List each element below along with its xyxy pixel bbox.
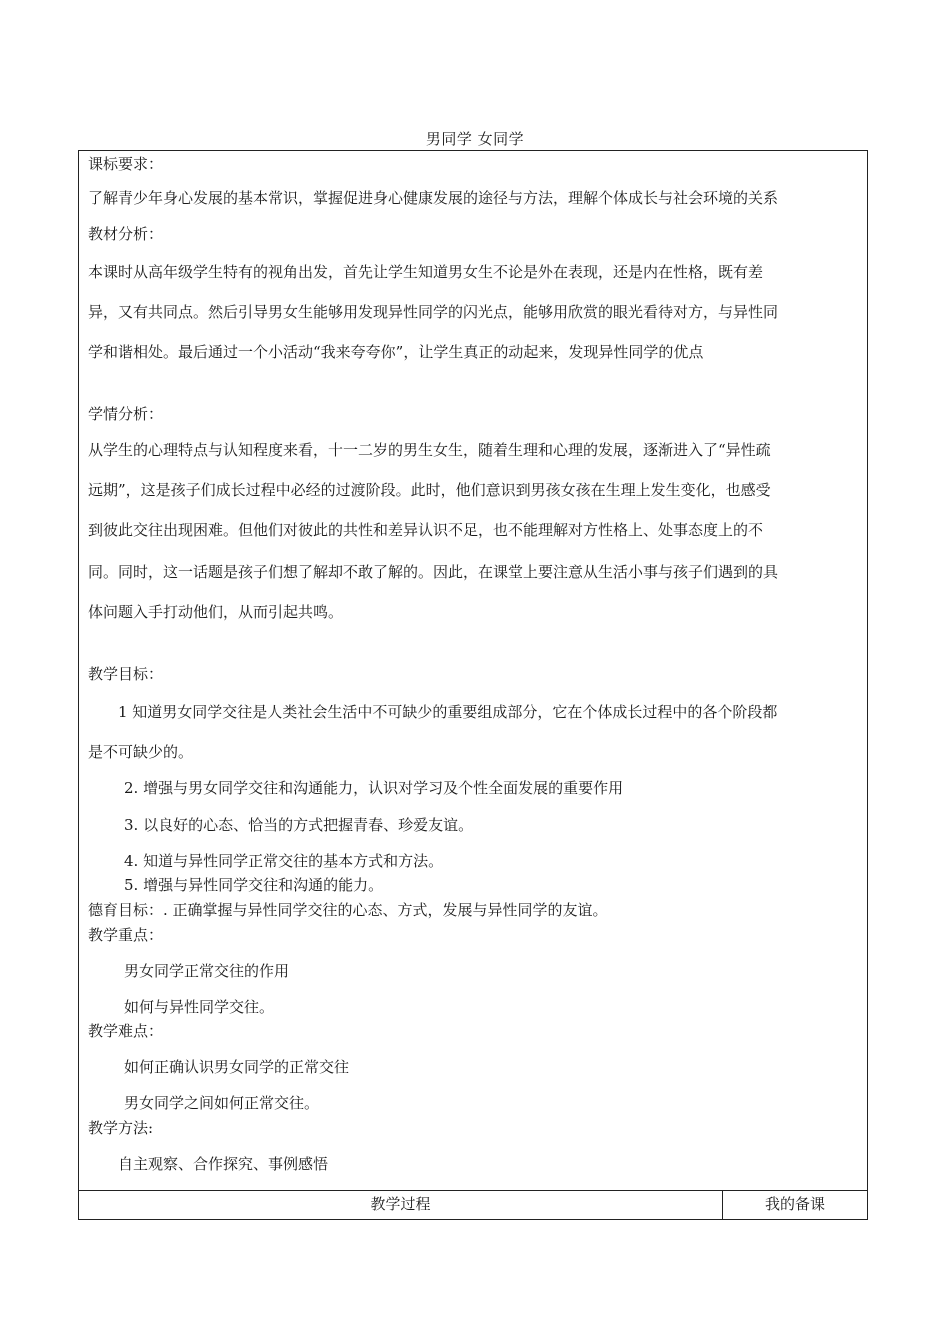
key-points-heading: 教学重点：: [88, 926, 164, 944]
notes-column-header: 我的备课: [764, 1195, 825, 1213]
key-point-item: 如何与异性同学交往。: [124, 998, 275, 1016]
difficulty-item: 如何正确认识男女同学的正常交往: [124, 1058, 350, 1076]
textbook-line: 学和谐相处。最后通过一个小活动“我来夸夸你”，让学生真正的动起来，发现异性同学的优点: [88, 343, 704, 361]
goals-heading: 教学目标：: [88, 665, 164, 683]
goal-item-1: 1 知道男女同学交往是人类社会生活中不可缺少的重要组成部分，它在个体成长过程中的各个阶段都: [118, 703, 778, 721]
curriculum-line: 了解青少年身心发展的基本常识，掌握促进身心健康发展的途径与方法，理解个体成长与社会环境的关系: [88, 189, 779, 207]
students-line: 体问题入手打动他们，从而引起共鸣。: [88, 603, 344, 621]
goal-item-5: 5. 增强与异性同学交往和沟通的能力。: [124, 876, 384, 894]
textbook-heading: 教材分析：: [88, 225, 164, 243]
students-line: 同。同时，这一话题是孩子们想了解却不敢了解的。因此，在课堂上要注意从生活小事与孩子们遇到的具: [88, 563, 779, 581]
goal-item-2: 2. 增强与男女同学交往和沟通能力，认识对学习及个性全面发展的重要作用: [124, 779, 624, 797]
difficulties-heading: 教学难点：: [88, 1022, 164, 1040]
textbook-line: 本课时从高年级学生特有的视角出发，首先让学生知道男女生不论是外在表现，还是内在性格，既有差: [88, 263, 764, 281]
goal-item-1-cont: 是不可缺少的。: [88, 743, 194, 761]
page-title: 男同学 女同学: [425, 130, 525, 148]
curriculum-heading: 课标要求：: [88, 155, 164, 173]
students-line: 从学生的心理特点与认知程度来看，十一二岁的男生女生，随着生理和心理的发展，逐渐进入了“异性疏: [88, 441, 771, 459]
moral-goal: 德育目标：. 正确掌握与异性同学交往的心态、方式，发展与异性同学的友谊。: [88, 901, 608, 919]
goal-item-3: 3. 以良好的心态、恰当的方式把握青春、珍爱友谊。: [124, 816, 474, 834]
students-line: 远期”，这是孩子们成长过程中必经的过渡阶段。此时，他们意识到男孩女孩在生理上发生变化，也感受: [88, 481, 771, 499]
goal-item-4: 4. 知道与异性同学正常交往的基本方式和方法。: [124, 852, 444, 870]
difficulty-item: 男女同学之间如何正常交往。: [124, 1094, 320, 1112]
process-column-header: 教学过程: [370, 1195, 431, 1213]
students-line: 到彼此交往出现困难。但他们对彼此的共性和差异认识不足，也不能理解对方性格上、处事态度上的不: [88, 521, 764, 539]
method-item: 自主观察、合作探究、事例感悟: [118, 1155, 329, 1173]
methods-heading: 教学方法:: [88, 1119, 154, 1137]
key-point-item: 男女同学正常交往的作用: [124, 962, 290, 980]
textbook-line: 异，又有共同点。然后引导男女生能够用发现异性同学的闪光点，能够用欣赏的眼光看待对方，与异性同: [88, 303, 779, 321]
students-heading: 学情分析：: [88, 405, 164, 423]
